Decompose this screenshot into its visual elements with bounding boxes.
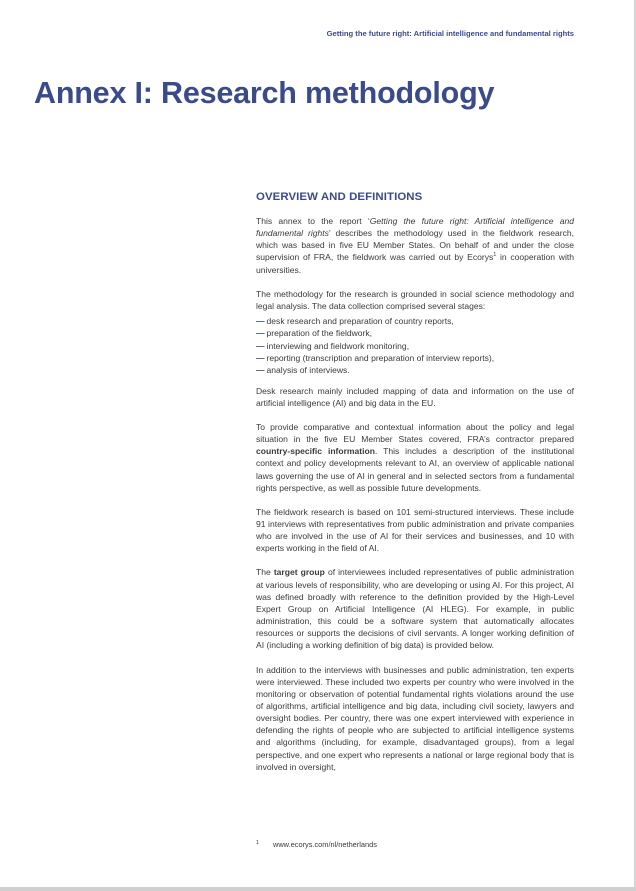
section-heading: OVERVIEW AND DEFINITIONS (256, 191, 423, 203)
desk-research-paragraph: Desk research mainly included mapping of data and information on the use of artificial intelligence (AI) and big data in the EU. (256, 385, 574, 408)
experts-paragraph: In addition to the interviews with businesses and public administration, ten experts were interviewed. These included two experts per country who were involved in the monitoring or observation of potential fundamental rights violations around the use of algorithms, artificial intelligence and big data, including civil society, lawyers and oversight bodies. Per country, there was one expert interviewed with experience in defending the rights of people who are subjected to artificial intelligence systems and algorithms (including, for example, disadvantaged groups), from a legal perspective, and one expert who represents a national or large regional body that is involved in oversight, (256, 664, 574, 772)
footnote (256, 840, 377, 849)
stage-item (256, 327, 574, 339)
target-group-bold: target group (273, 567, 325, 578)
dash-bullet: — (256, 340, 265, 351)
page-edge-bottom (0, 887, 636, 891)
stage-item (256, 315, 574, 327)
stage-text: interviewing and fieldwork monitoring, (266, 340, 410, 351)
footnote-reference[interactable]: 1 (493, 252, 497, 259)
country-info-text-end: . This includes a description of the institutional context and policy developments relevant to AI, an overview of applicable national laws governing the use of AI in general and in selected sectors from a fundamental rights perspective, as well as possible future developments. (256, 446, 574, 493)
stage-item (256, 352, 574, 364)
stage-item (256, 340, 574, 352)
dash-bullet: — (256, 365, 265, 376)
stage-text: preparation of the fieldwork, (266, 328, 373, 339)
stage-text: desk research and preparation of country reports, (266, 316, 454, 327)
annex-title: Annex I: Research methodology (34, 76, 495, 110)
intro-text-middle: ’ describes the methodology used in the fieldwork research, which was based in five EU Member States. On behalf of and under the close supervision of FRA, the fieldwork was carried out by Ecorys (256, 228, 574, 263)
dash-bullet: — (256, 328, 265, 339)
stages-list (256, 315, 574, 376)
intro-text-end: in cooperation with universities. (256, 252, 574, 275)
stage-text: analysis of interviews. (266, 365, 350, 376)
dash-bullet: — (256, 316, 265, 327)
target-group-paragraph (256, 566, 574, 651)
country-info-text-start: To provide comparative and contextual information about the policy and legal situation in the five EU Member States covered, FRA’s contractor prepared (256, 421, 574, 445)
footnote-number: 1 (256, 840, 260, 846)
country-info-bold: country-specific information (256, 446, 375, 457)
fieldwork-paragraph: The fieldwork research is based on 101 semi-structured interviews. These include 91 interviews with representatives from public administration and private companies who are involved in the use of AI for their services and businesses, and 10 with experts working in the field of AI. (256, 506, 574, 554)
dash-bullet: — (256, 352, 265, 363)
stage-text: reporting (transcription and preparation of interview reports), (266, 352, 495, 363)
footnote-link[interactable]: www.ecorys.com/nl/netherlands (273, 840, 377, 849)
intro-text-start: This annex to the report ‘ (256, 216, 370, 226)
country-info-paragraph (256, 421, 574, 494)
methodology-paragraph: The methodology for the research is grounded in social science methodology and legal analysis. The data collection comprised several stages: (256, 288, 574, 311)
running-header: Getting the future right: Artificial intelligence and fundamental rights (326, 29, 574, 38)
report-title-italic: Getting the future right: Artificial intelligence and fundamental rights (256, 216, 574, 239)
intro-paragraph (256, 215, 574, 276)
target-group-text-start: The (256, 567, 274, 578)
stage-item (256, 364, 574, 376)
main-content (256, 191, 574, 785)
target-group-text-end: of interviewees included representatives of public administration at various levels of responsibility, who are developing or using AI. For this project, AI was defined broadly with reference to the definition provided by the High-Level Expert Group on Artificial Intelligence (AI HLEG). For example, in public administration, this could be a software system that automatically allocates resources or supports the decisions of civil servants. A longer working definition of AI (including a working definition of big data) is provided below. (256, 567, 574, 651)
